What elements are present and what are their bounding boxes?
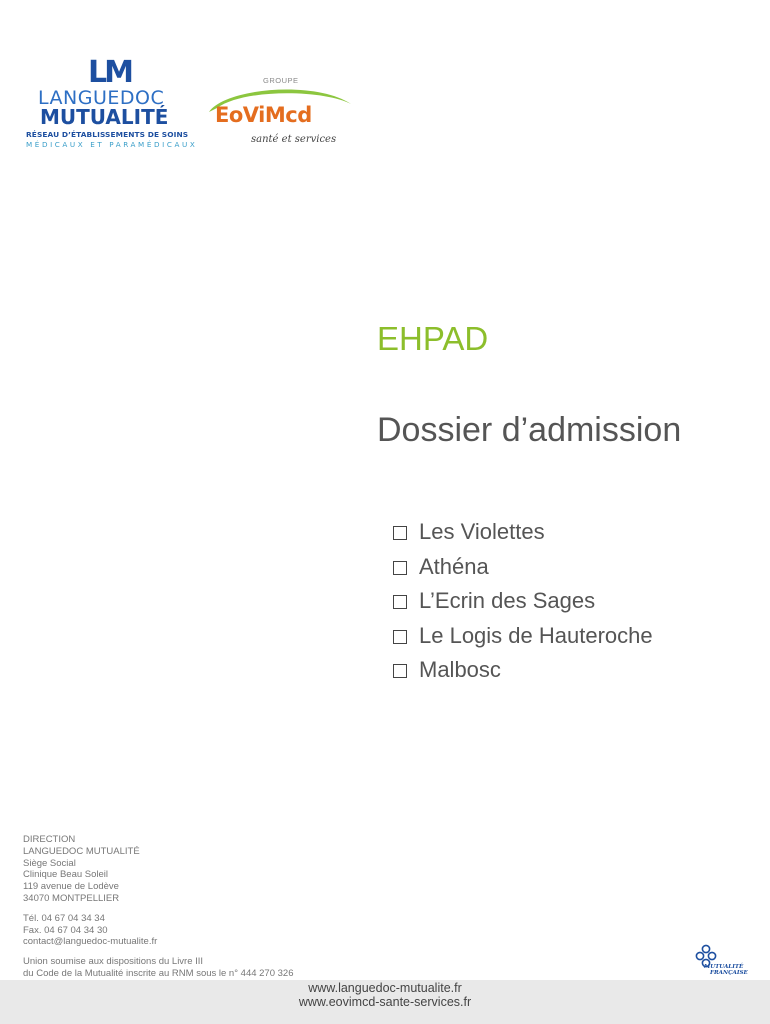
legal-notice: Union soumise aux dispositions du Livre III [23,956,204,968]
establishment-label: Athéna [419,553,489,579]
logo-line-languedoc: LANGUEDOC [38,87,165,109]
address-line: DIRECTION [23,834,76,845]
fax-number: Fax. 04 67 04 34 30 [23,924,108,936]
page-title: EHPAD [377,320,489,357]
mf-line2: FRANÇAISE [710,970,748,976]
establishment-label: Le Logis de Hauteroche [419,622,653,648]
footer-link-eovimcd[interactable]: www.eovimcd-sante-services.fr [298,995,472,1009]
establishment-option[interactable] [393,550,653,585]
footer-link-languedoc[interactable]: www.languedoc-mutualite.fr [308,981,462,995]
establishment-checklist [393,515,653,688]
establishment-label: Les Violettes [419,519,545,545]
address-line: 119 avenue de Lodève [23,881,119,893]
establishment-label: L’Ecrin des Sages [419,588,596,614]
address-line: Siège Social [23,857,76,869]
address-block [23,834,294,980]
footer [0,980,770,1024]
eovi-mcd-logo [205,76,360,152]
phone-number: Tél. 04 67 04 34 34 [23,912,105,924]
contact-email[interactable]: contact@languedoc-mutualite.fr [23,936,158,948]
eovi-wordmark: EoViMcd [215,103,312,127]
establishment-option[interactable] [393,515,653,550]
languedoc-mutualite-logo [26,55,201,153]
address-line: Clinique Beau Soleil [23,869,109,881]
checkbox-icon[interactable] [393,664,407,678]
mf-line1: MUTUALITÉ [704,964,744,970]
checkbox-icon[interactable] [393,526,407,540]
logo-tagline-2: MÉDICAUX ET PARAMÉDICAUX [26,140,198,149]
legal-notice: du Code de la Mutualité inscrite au RNM sous le n° 444 270 326 [23,967,294,979]
checkbox-icon[interactable] [393,595,407,609]
establishment-option[interactable] [393,619,653,654]
logo-line-mutualite: MUTUALITÉ [40,105,169,129]
page-subtitle: Dossier d’admission [377,411,682,449]
mutualite-francaise-logo [692,944,748,980]
eovi-subtitle: santé et services [251,134,337,145]
establishment-option[interactable] [393,584,653,619]
address-line: 34070 MONTPELLIER [23,892,120,904]
establishment-option[interactable] [393,653,653,688]
address-line: LANGUEDOC MUTUALITÉ [23,845,140,857]
establishment-label: Malbosc [419,657,501,683]
lm-monogram: LM [88,55,131,90]
checkbox-icon[interactable] [393,561,407,575]
checkbox-icon[interactable] [393,630,407,644]
logo-tagline-1: RÉSEAU D’ÉTABLISSEMENTS DE SOINS [26,130,189,139]
footer-links [0,980,770,1009]
eovi-groupe-label: GROUPE [263,76,299,85]
